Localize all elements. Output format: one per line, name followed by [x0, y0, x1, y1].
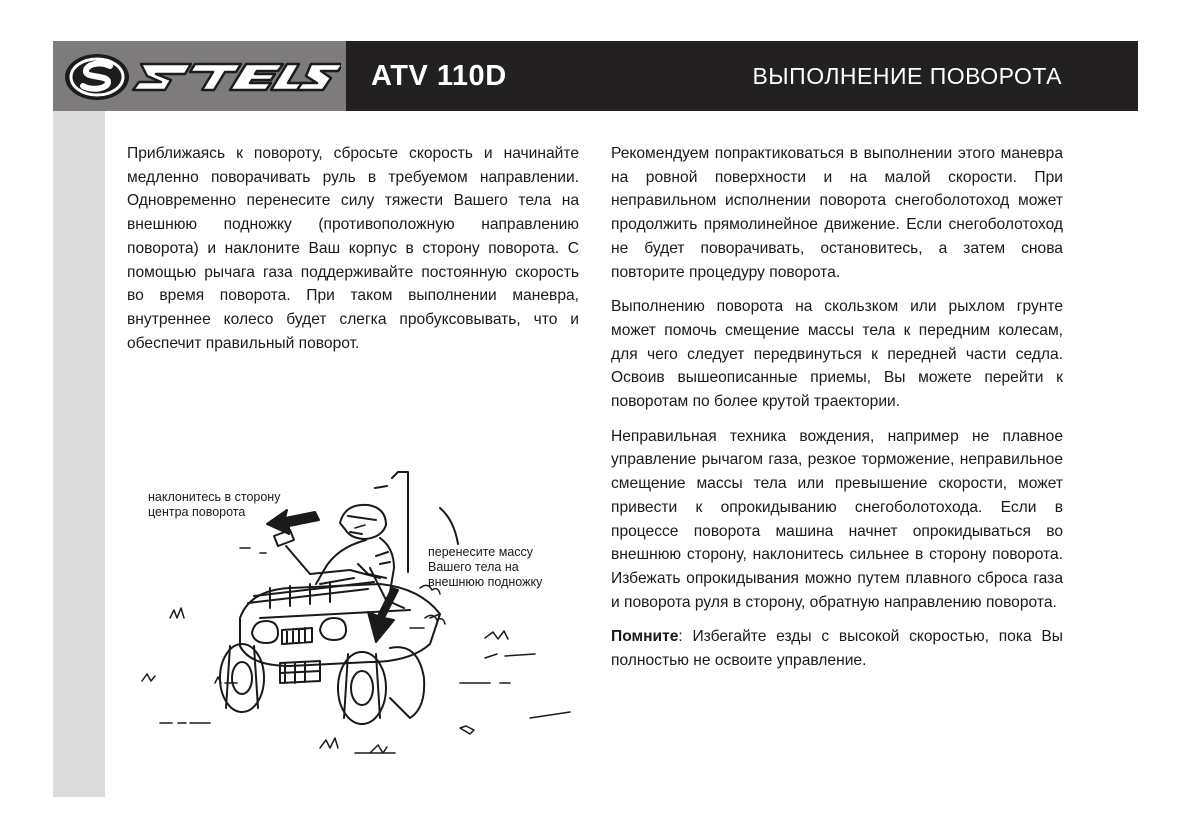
caption-shift-weight: перенесите массу Вашего тела на внешнюю подножку — [428, 545, 543, 589]
slippery-ground-paragraph: Выполнению поворота на скользком или рыхлом грунте может помочь смещение массы тела к передним колесам, для чего следует передвинуться к передней части седла. Освоив вышеописанные приемы, Вы можете перейти к поворотам по более крутой траектории. — [611, 298, 1063, 411]
left-column — [127, 142, 579, 366]
rollover-warning-paragraph: Неправильная техника вождения, например не плавное управление рычагом газа, резкое торможение, неправильное смещение массы тела или превышение скорости, может привести к опрокидыванию снегоболотохода. Если в процессе поворота машина начнет опрокидываться во внешнюю сторону, наклонитесь сильнее в сторону поворота. Избежать опрокидывания можно путем плавного сброса газа и поворота руля в сторону, обратную направлению поворота. — [611, 427, 1063, 611]
brand-logo-block — [53, 41, 346, 111]
stels-logo — [61, 46, 341, 106]
right-column — [611, 142, 1063, 684]
caption-lean-toward-center: наклонитесь в сторону центра поворота — [148, 490, 281, 519]
remember-text: : Избегайте езды с высокой скоростью, пока Вы полностью не освоите управление. — [611, 628, 1063, 670]
remember-label: Помните — [611, 628, 679, 646]
remember-note — [611, 625, 1063, 672]
turn-instructions-paragraph: Приближаясь к повороту, сбросьте скорость и начинайте медленно поворачивать руль в требуемом направлении. Одновременно перенесите силу тяжести Вашего тела на внешнюю подножку (противоположную направлению поворота) и наклоните Ваш корпус в сторону поворота. С помощью рычага газа поддерживайте постоянную скорость во время поворота. При таком выполнении маневра, внутреннее колесо будет слегка пробуксовывать, что и обеспечит правильный поворот. — [127, 145, 579, 352]
practice-paragraph: Рекомендуем попрактиковаться в выполнении этого маневра на ровной поверхности и на малой скорости. При неправильном исполнении поворота снегоболотоход может продолжить прямолинейное движение. Если снегоболотоход не будет поворачивать, остановитесь, а затем снова повторите процедуру поворота. — [611, 145, 1063, 281]
model-title: ATV 110D — [371, 60, 507, 92]
page-header — [53, 41, 1138, 111]
side-margin-strip — [53, 111, 105, 797]
section-title: ВЫПОЛНЕНИЕ ПОВОРОТА — [752, 63, 1062, 89]
